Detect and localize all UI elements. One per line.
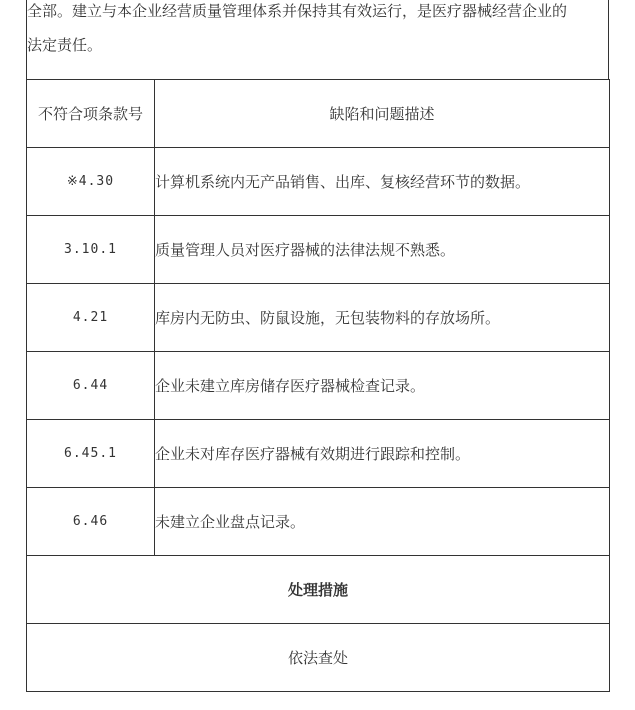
table-row bbox=[27, 148, 610, 216]
header-code: 不符合项条款号 bbox=[27, 80, 155, 148]
row-code: 6.45.1 bbox=[27, 420, 155, 488]
table-row bbox=[27, 216, 610, 284]
row-description: 计算机系统内无产品销售、出库、复核经营环节的数据。 bbox=[155, 148, 610, 216]
table-row bbox=[27, 488, 610, 556]
intro-line-1: 全部。建立与本企业经营质量管理体系并保持其有效运行，是医疗器械经营企业的 bbox=[27, 2, 568, 20]
intro-line-2: 法定责任。 bbox=[27, 36, 103, 54]
intro-paragraph bbox=[26, 0, 609, 80]
table-row bbox=[27, 352, 610, 420]
row-description: 质量管理人员对医疗器械的法律法规不熟悉。 bbox=[155, 216, 610, 284]
row-description: 未建立企业盘点记录。 bbox=[155, 488, 610, 556]
action-title: 处理措施 bbox=[27, 556, 610, 624]
row-description: 企业未建立库房储存医疗器械检查记录。 bbox=[155, 352, 610, 420]
nonconformity-table bbox=[26, 79, 610, 692]
row-description: 企业未对库存医疗器械有效期进行跟踪和控制。 bbox=[155, 420, 610, 488]
action-text: 依法查处 bbox=[27, 624, 610, 692]
table-row bbox=[27, 284, 610, 352]
action-text-row bbox=[27, 624, 610, 692]
row-code: 6.46 bbox=[27, 488, 155, 556]
table-header-row bbox=[27, 80, 610, 148]
row-code: ※4.30 bbox=[27, 148, 155, 216]
row-code: 6.44 bbox=[27, 352, 155, 420]
table-row bbox=[27, 420, 610, 488]
action-title-row bbox=[27, 556, 610, 624]
row-description: 库房内无防虫、防鼠设施，无包装物料的存放场所。 bbox=[155, 284, 610, 352]
row-code: 3.10.1 bbox=[27, 216, 155, 284]
row-code: 4.21 bbox=[27, 284, 155, 352]
header-description: 缺陷和问题描述 bbox=[155, 80, 610, 148]
